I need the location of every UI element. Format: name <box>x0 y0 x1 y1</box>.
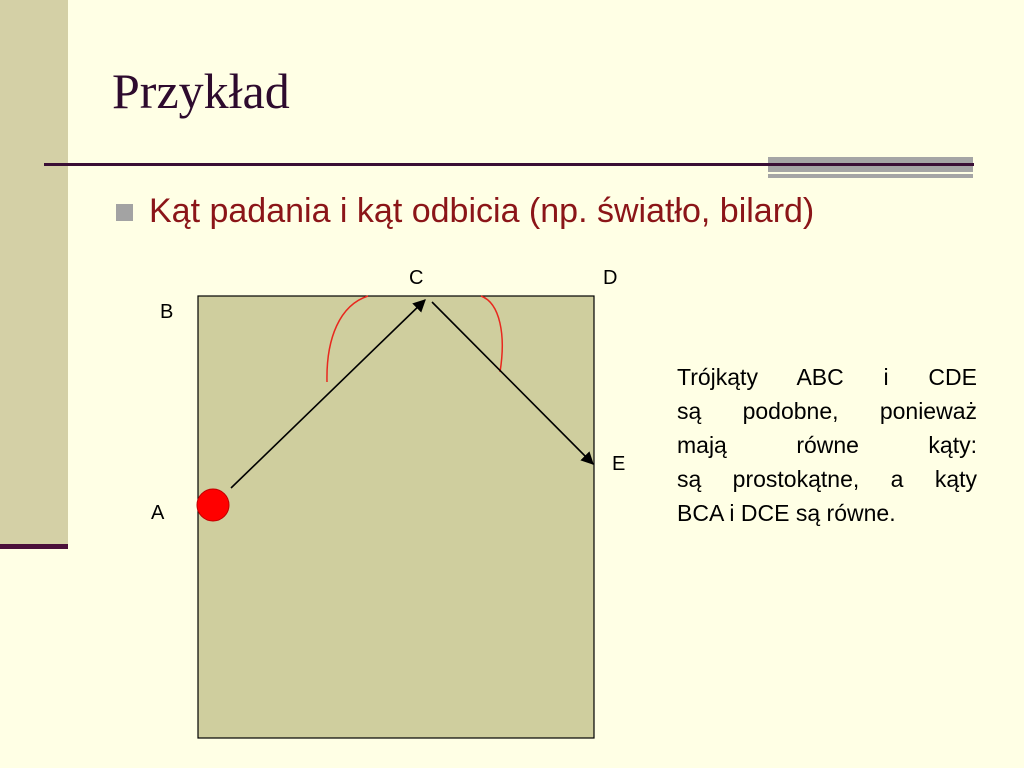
point-label-b: B <box>160 301 174 323</box>
point-label-a: A <box>151 502 165 524</box>
explanation-line: mają równe kąty: <box>677 432 977 458</box>
slide-title: Przykład <box>112 63 290 119</box>
explanation-line: są prostokątne, a kąty <box>677 466 977 492</box>
point-label-e: E <box>612 453 626 475</box>
billiard-ball <box>197 489 229 521</box>
billiard-table <box>198 296 594 738</box>
bullet-text: Kąt padania i kąt odbicia (np. światło, bilard) <box>149 192 815 230</box>
similarity-explanation <box>677 360 977 530</box>
explanation-line: są podobne, ponieważ <box>677 398 977 424</box>
point-label-c: C <box>409 267 424 289</box>
explanation-line: Trójkąty ABC i CDE <box>677 364 977 390</box>
point-label-d: D <box>603 267 618 289</box>
explanation-line: BCA i DCE są równe. <box>677 500 896 526</box>
